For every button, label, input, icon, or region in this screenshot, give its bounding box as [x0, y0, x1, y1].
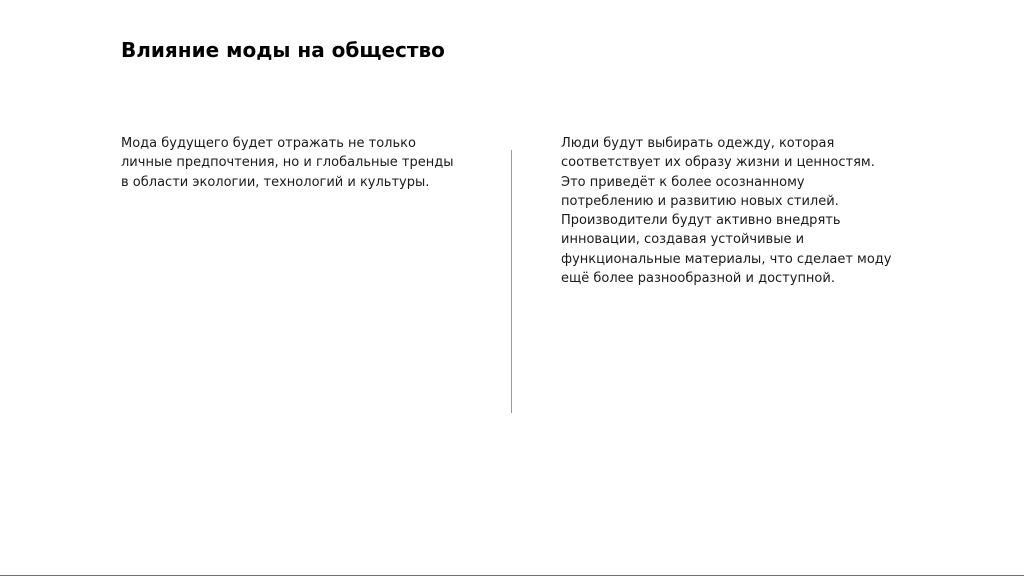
right-text-line: функциональные материалы, что сделает моду: [561, 251, 892, 267]
slide-title: Влияние моды на общество: [121, 38, 445, 62]
column-divider: [511, 150, 512, 413]
right-text-line: инновации, создавая устойчивые и: [561, 232, 805, 248]
right-text-line: соответствует их образу жизни и ценностям.: [561, 155, 875, 171]
right-text-line: Производители будут активно внедрять: [561, 213, 841, 229]
right-text-line: ещё более разнообразной и доступной.: [561, 271, 835, 287]
left-text-line: личные предпочтения, но и глобальные тренды: [121, 155, 454, 171]
right-text-line: потреблению и развитию новых стилей.: [561, 193, 839, 209]
left-text-column: [121, 134, 466, 192]
right-text-line: Люди будут выбирать одежду, которая: [561, 136, 835, 151]
left-text-line: в области экологии, технологий и культуры.: [121, 174, 430, 190]
right-text-column: [561, 134, 906, 288]
right-text-line: Это приведёт к более осознанному: [561, 174, 805, 190]
left-text-line: Мода будущего будет отражать не только: [121, 136, 416, 151]
